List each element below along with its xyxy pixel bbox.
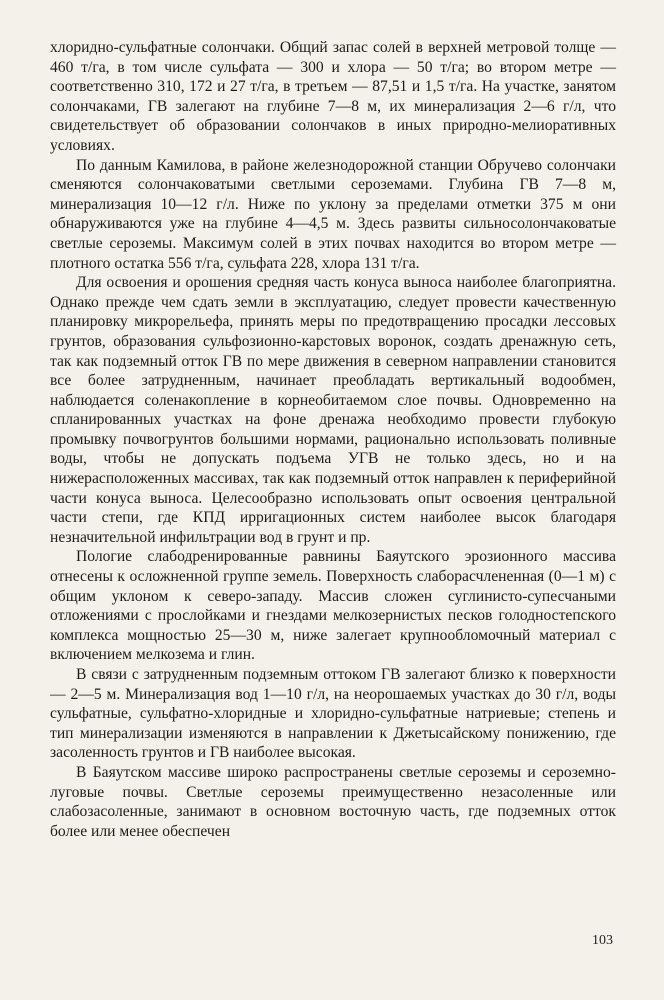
paragraph-1: хлоридно-сульфатные солончаки. Общий запас солей в верхней метровой толще — 460 т/га, в том числе сульфата — 300 и хлора — 50 т/га; во втором метре — соответственно 310, 172 и 27 т/га, в третьем — 87,51 и 1,5 т/га. На участке, занятом солончаками, ГВ залегают на глубине 7—8 м, их минерализация 2—6 г/л, что свидетельствует об образовании солончаков в иных природно-мелиоративных условиях.	[50, 39, 616, 154]
paragraph-5: В связи с затрудненным подземным оттоком ГВ залегают близко к поверхности — 2—5 м. Минерализация вод 1—10 г/л, на неорошаемых участках до 30 г/л, воды сульфатные, сульфатно-хлоридные и хлоридно-сульфатные натриевые; степень и тип минерализации изменяются в направлении к Джетысайскому понижению, где засоленность грунтов и ГВ наиболее высокая.	[50, 666, 616, 762]
page-number: 103	[592, 933, 613, 948]
body-text	[50, 38, 616, 841]
paragraph-3: Для освоения и орошения средняя часть конуса выноса наиболее благоприятна. Однако прежде чем сдать земли в эксплуатацию, следует провести качественную планировку микрорельефа, принять меры по предотвращению просадки лессовых грунтов, образования сульфозионно-карстовых воронок, создать дренажную сеть, так как подземный отток ГВ по мере движения в северном направлении становится все более затрудненным, начинает преобладать вертикальный водообмен, наблюдается соленакопление в корнеобитаемом слое почвы. Одновременно на спланированных участках на фоне дренажа необходимо провести глубокую промывку почвогрунтов большими нормами, рационально использовать поливные воды, чтобы не допускать подъема УГВ не только здесь, но и на нижерасположенных массивах, так как подземный отток направлен к периферийной части конуса выноса. Целесообразно использовать опыт освоения центральной части степи, где КПД ирригационных систем наиболее высок благодаря незначительной инфильтрации вод в грунт и пр.	[50, 274, 616, 546]
paragraph-2: По данным Камилова, в районе железнодорожной станции Обручево солончаки сменяются солончаковатыми светлыми сероземами. Глубина ГВ 7—8 м, минерализация 10—12 г/л. Ниже по уклону за пределами отметки 375 м они обнаруживаются уже на глубине 4—4,5 м. Здесь развиты сильносолончаковатые светлые сероземы. Максимум солей в этих почвах находится во втором метре — плотного остатка 556 т/га, сульфата 228, хлора 131 т/га.	[50, 156, 616, 272]
paragraph-6: В Баяутском массиве широко распространены светлые сероземы и сероземно-луговые почвы. Светлые сероземы преимущественно незасоленные или слабозасоленные, занимают в основном восточную часть, где подземных отток более или менее обеспечен	[50, 763, 616, 840]
paragraph-4: Пологие слабодренированные равнины Баяутского эрозионного массива отнесены к осложненной группе земель. Поверхность слаборасчлененная (0—1 м) с общим уклоном к северо-западу. Массив сложен суглинисто-супесчаными отложениями с прослойками и гнездами мелкозернистых песков голодностепского комплекса мощностью 25—30 м, ниже залегает крупнообломочный материал с включением мелкозема и глин.	[50, 548, 616, 664]
